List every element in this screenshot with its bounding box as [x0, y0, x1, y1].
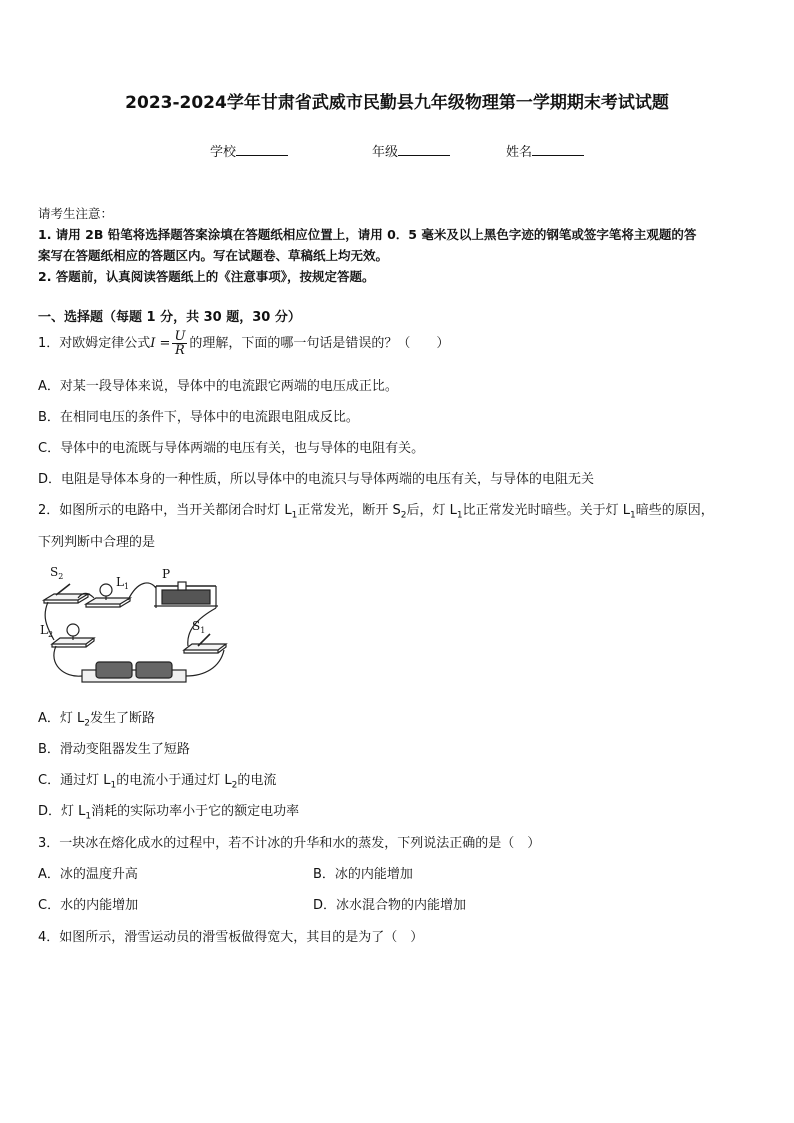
- exam-notes: [38, 203, 758, 287]
- q2-c-sub-1: 1: [110, 780, 117, 791]
- q1-formula-lhs: I =: [150, 336, 171, 351]
- q2-stem-line1: [38, 499, 714, 521]
- wire: [128, 583, 156, 600]
- q2-stem-line2: 下列判断中合理的是: [38, 535, 156, 550]
- label-s2: $S_2$: [50, 565, 64, 581]
- q2-sub-4: 1: [630, 510, 636, 521]
- battery-cell-2: [136, 662, 172, 678]
- circuit-diagram: [38, 560, 238, 694]
- q2-d-sub: 1: [85, 811, 92, 822]
- school-label: 学校: [210, 145, 237, 160]
- q2-a-text-1: A．灯 L: [38, 711, 85, 726]
- label-l1: $L_1$: [116, 575, 130, 591]
- q1-suffix: 的理解，下面的哪一句话是错误的？（ ）: [189, 336, 450, 351]
- rheostat-slider: [178, 582, 186, 590]
- q2-c-text-1: C．通过灯 L: [38, 773, 111, 788]
- q2-a-sub: 2: [84, 718, 91, 729]
- q2-text-5: 暗些的原因，: [635, 503, 714, 518]
- q2-d-text-2: 消耗的实际功率小于它的额定电功率: [91, 804, 300, 819]
- q2-text-3: 后，灯 L: [406, 503, 457, 518]
- q1-option-c[interactable]: C．导体中的电流既与导体两端的电压有关，也与导体的电阻有关。: [38, 441, 425, 456]
- q1-prefix: 1．对欧姆定律公式: [38, 336, 151, 351]
- name-blank[interactable]: [532, 141, 584, 156]
- q2-text-2: 正常发光，断开 S: [297, 503, 401, 518]
- wire: [54, 646, 82, 676]
- q1-option-d[interactable]: D．电阻是导体本身的一种性质，所以导体中的电流只与导体两端的电压有关，与导体的电阻无关: [38, 472, 595, 487]
- q2-text-1: 2．如图所示的电路中，当开关都闭合时灯 L: [38, 503, 292, 518]
- q4-stem: 4．如图所示，滑雪运动员的滑雪板做得宽大，其目的是为了（ ）: [38, 930, 424, 945]
- q1-option-b[interactable]: B．在相同电压的条件下，导体中的电流跟电阻成反比。: [38, 410, 359, 425]
- name-label: 姓名: [506, 145, 533, 160]
- label-s1: $S_1$: [192, 619, 206, 635]
- q2-sub-2: 2: [400, 510, 407, 521]
- grade-field: [372, 141, 450, 160]
- q1-formula-fraction: [172, 330, 187, 357]
- notes-heading: 请考生注意：: [38, 206, 114, 221]
- q2-option-d[interactable]: [38, 800, 299, 822]
- section-heading: 一、选择题（每题 1 分，共 30 题，30 分）: [38, 310, 301, 325]
- q3-option-c[interactable]: C．水的内能增加: [38, 898, 139, 913]
- q2-text-4: 比正常发光时暗些。关于灯 L: [462, 503, 631, 518]
- page-title: 2023-2024学年甘肃省武威市民勤县九年级物理第一学期期末考试试题: [125, 93, 669, 113]
- battery-cell-1: [96, 662, 132, 678]
- notes-item-1a: 1. 请用 2B 铅笔将选择题答案涂填在答题纸相应位置上，请用 0．5 毫米及以上黑色字迹的钢笔或签字笔将主观题的答: [38, 227, 697, 242]
- q1-formula-num: U: [174, 329, 186, 344]
- q2-a-text-2: 发生了断路: [90, 711, 156, 726]
- wire: [186, 650, 224, 676]
- label-l2: $L_2$: [40, 623, 54, 639]
- name-field: [506, 141, 584, 160]
- switch-s2-lever: [56, 584, 70, 595]
- school-blank[interactable]: [236, 141, 288, 156]
- q3-option-b[interactable]: B．冰的内能增加: [313, 867, 413, 882]
- switch-s1-board: [184, 644, 226, 650]
- q3-stem: 3．一块冰在熔化成水的过程中，若不计冰的升华和水的蒸发，下列说法正确的是（ ）: [38, 836, 541, 851]
- lamp-l2-bulb: [67, 624, 79, 636]
- q2-option-b[interactable]: B．滑动变阻器发生了短路: [38, 742, 190, 757]
- lamp-l1-board: [86, 598, 130, 604]
- lamp-l1-bulb: [100, 584, 112, 596]
- q1-stem: [38, 330, 449, 357]
- notes-item-1b: 案写在答题纸相应的答题区内。写在试题卷、草稿纸上均无效。: [38, 248, 389, 263]
- grade-blank[interactable]: [398, 141, 450, 156]
- notes-item-2: 2. 答题前，认真阅读答题纸上的《注意事项》，按规定答题。: [38, 269, 375, 284]
- rheostat-coil: [162, 590, 210, 604]
- q1-option-a[interactable]: A．对某一段导体来说，导体中的电流跟它两端的电压成正比。: [38, 379, 398, 394]
- q2-c-text-3: 的电流: [237, 773, 277, 788]
- school-field: [210, 141, 288, 160]
- label-p: P: [162, 567, 171, 581]
- q2-d-text-1: D．灯 L: [38, 804, 86, 819]
- q2-option-c[interactable]: [38, 769, 276, 791]
- q2-sub-1: 1: [291, 510, 298, 521]
- grade-label: 年级: [372, 145, 399, 160]
- q3-option-d[interactable]: D．冰水混合物的内能增加: [313, 898, 467, 913]
- q2-option-a[interactable]: [38, 707, 155, 729]
- q2-c-text-2: 的电流小于通过灯 L: [116, 773, 232, 788]
- q2-c-sub-2: 2: [231, 780, 238, 791]
- q2-sub-3: 1: [456, 510, 463, 521]
- q3-option-a[interactable]: A．冰的温度升高: [38, 867, 138, 882]
- q1-formula-den: R: [175, 343, 185, 358]
